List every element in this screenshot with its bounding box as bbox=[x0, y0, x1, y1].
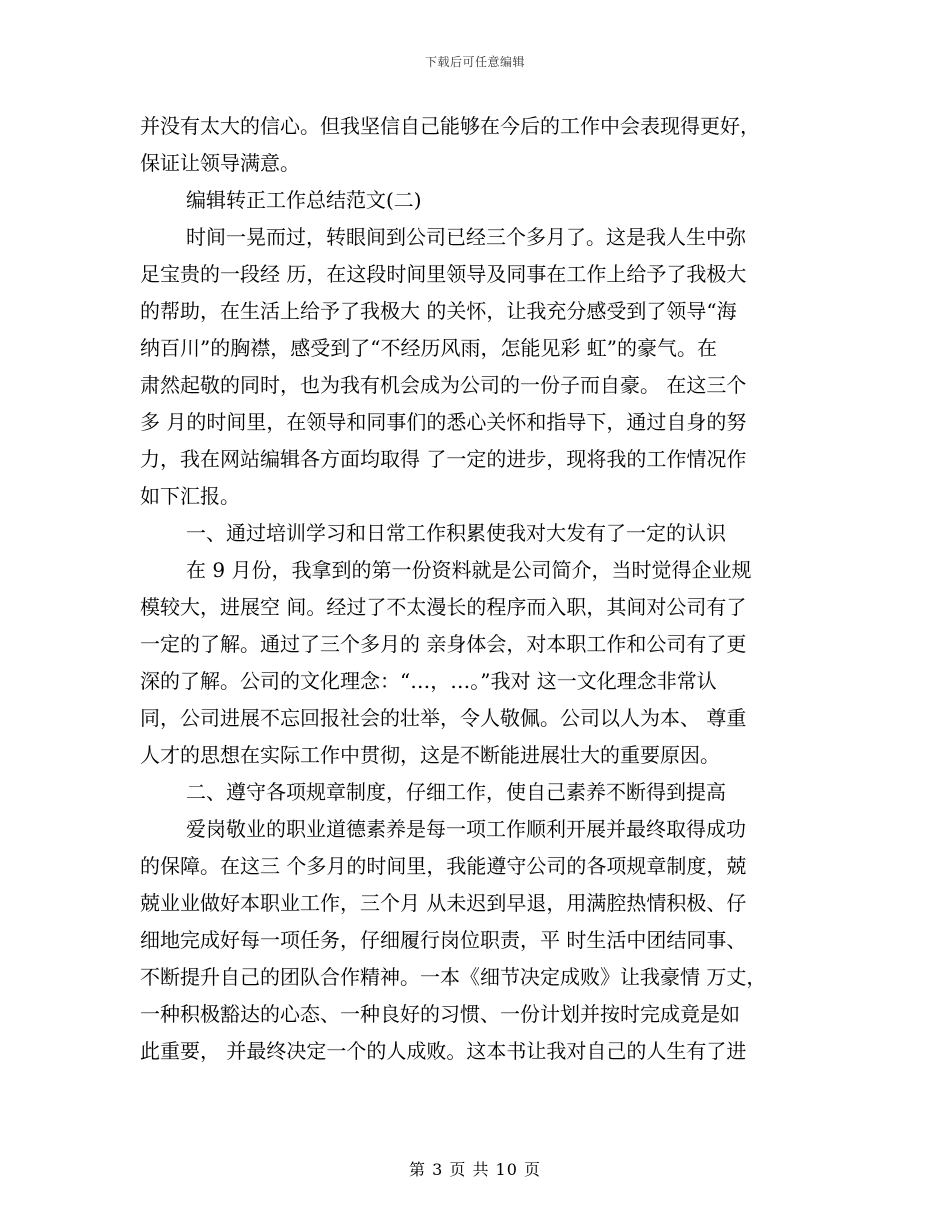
text-line: 并没有太大的信心。但我坚信自己能够在今后的工作中会表现得更好， bbox=[140, 114, 760, 138]
text-line: 足宝贵的一段经 历，在这段时间里领导及同事在工作上给予了我极大 bbox=[140, 262, 747, 286]
text-line: 保证让领导满意。 bbox=[140, 151, 300, 175]
text-line: 的帮助，在生活上给予了我极大 的关怀，让我充分感受到了领导“海 bbox=[140, 299, 737, 323]
text-line: 力，我在网站编辑各方面均取得 了一定的进步，现将我的工作情况作 bbox=[140, 447, 747, 471]
text-line: 人才的思想在实际工作中贯彻，这是不断能进展壮大的重要原因。 bbox=[140, 743, 720, 767]
text-line: 模较大，进展空 间。经过了不太漫长的程序而入职，其间对公司有了 bbox=[140, 595, 747, 619]
text-line: 深的了解。公司的文化理念：“…，…。”我对 这一文化理念非常认 bbox=[140, 669, 717, 693]
section-title: 编辑转正工作总结范文(二) bbox=[186, 188, 422, 212]
section-heading: 二、遵守各项规章制度，仔细工作，使自己素养不断得到提高 bbox=[186, 780, 726, 804]
text-line: 爱岗敬业的职业道德素养是每一项工作顺利开展并最终取得成功 bbox=[186, 817, 746, 841]
page-number-footer: 第 3 页 共 10 页 bbox=[409, 1160, 541, 1179]
text-line: 纳百川”的胸襟，感受到了“不经历风雨，怎能见彩 虹”的豪气。在 bbox=[140, 336, 718, 360]
text-line: 多 月的时间里，在领导和同事们的悉心关怀和指导下，通过自身的努 bbox=[140, 410, 747, 434]
text-line: 的保障。在这三 个多月的时间里，我能遵守公司的各项规章制度，兢 bbox=[140, 854, 747, 878]
text-line: 同，公司进展不忘回报社会的壮举，令人敬佩。公司以人为本、 尊重 bbox=[140, 706, 747, 730]
text-line: 时间一晃而过，转眼间到公司已经三个多月了。这是我人生中弥 bbox=[186, 225, 746, 249]
text-line: 细地完成好每一项任务，仔细履行岗位职责，平 时生活中团结同事、 bbox=[140, 928, 747, 952]
text-line: 此重要， 并最终决定一个的人成败。这本书让我对自己的人生有了进 bbox=[140, 1039, 747, 1063]
text-line: 一种积极豁达的心态、一种良好的习惯、一份计划并按时完成竟是如 bbox=[140, 1002, 740, 1026]
text-line: 不断提升自己的团队合作精神。一本《细节决定成败》让我豪情 万丈， bbox=[140, 965, 767, 989]
document-body bbox=[140, 108, 810, 1070]
text-line: 如下汇报。 bbox=[140, 484, 240, 508]
page-header: 下载后可任意编辑 bbox=[424, 55, 525, 69]
text-line: 在 9 月份，我拿到的第一份资料就是公司简介，当时觉得企业规 bbox=[186, 558, 752, 582]
section-heading: 一、通过培训学习和日常工作积累使我对大发有了一定的认识 bbox=[186, 521, 726, 545]
text-line: 一定的了解。通过了三个多月的 亲身体会，对本职工作和公司有了更 bbox=[140, 632, 747, 656]
text-line: 肃然起敬的同时，也为我有机会成为公司的一份子而自豪。 在这三个 bbox=[140, 373, 747, 397]
text-line: 兢业业做好本职业工作，三个月 从未迟到早退，用满腔热情积极、仔 bbox=[140, 891, 747, 915]
